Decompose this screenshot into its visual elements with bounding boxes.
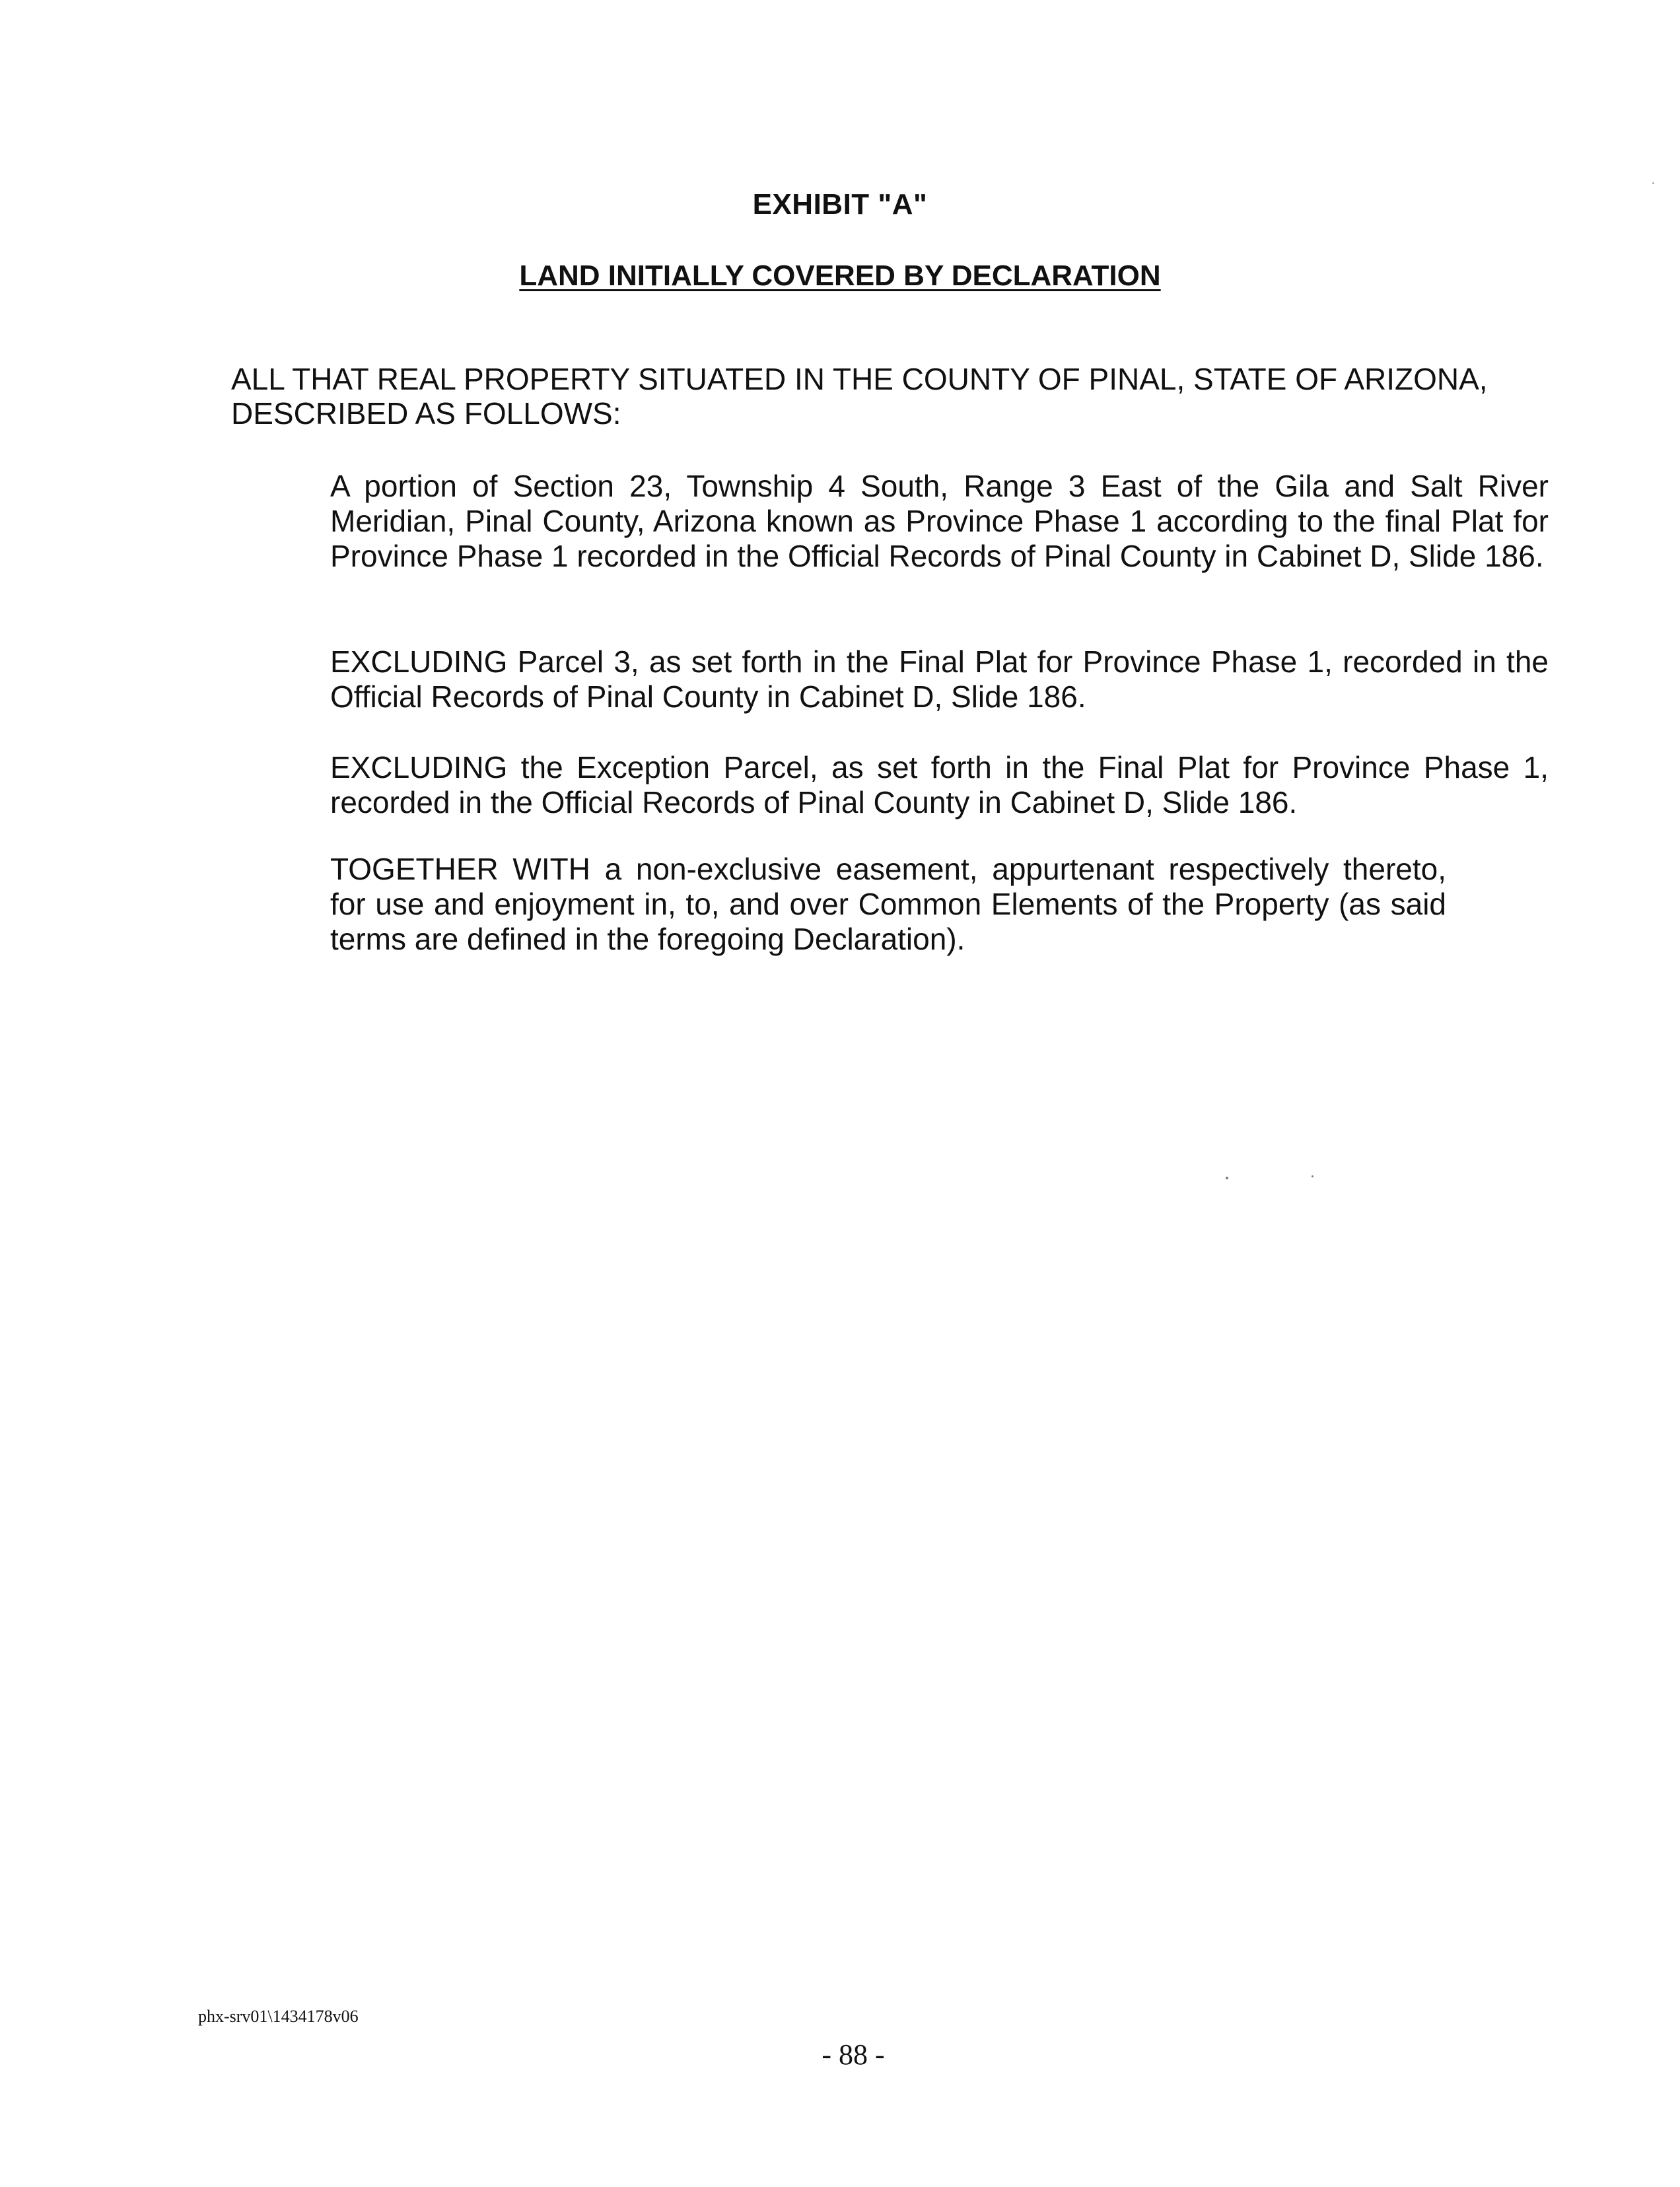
easement-paragraph: TOGETHER WITH a non-exclusive easement, appurtenant respectively thereto, for use and enjoyment in, to, and over Common Elements of the Property (as said terms are defined in the foregoing Declaration). <box>330 852 1446 956</box>
section-heading: LAND INITIALLY COVERED BY DECLARATION <box>519 260 1161 292</box>
scan-speck <box>1226 1177 1228 1179</box>
scan-speck <box>1312 1175 1313 1177</box>
intro-paragraph: ALL THAT REAL PROPERTY SITUATED IN THE COUNTY OF PINAL, STATE OF ARIZONA, DESCRIBED AS FOLLOWS: <box>231 362 1488 431</box>
exclusion-paragraph-parcel-3: EXCLUDING Parcel 3, as set forth in the Final Plat for Province Phase 1, recorded in the Official Records of Pinal County in Cabinet D, Slide 186. <box>330 644 1549 714</box>
exhibit-title: EXHIBIT "A" <box>752 188 928 221</box>
page-number: - 88 - <box>822 2038 885 2071</box>
scan-speck <box>1652 182 1654 184</box>
document-id: phx-srv01\1434178v06 <box>198 2007 359 2026</box>
exclusion-paragraph-exception-parcel: EXCLUDING the Exception Parcel, as set forth in the Final Plat for Province Phase 1, recorded in the Official Records of Pinal County in Cabinet D, Slide 186. <box>330 750 1549 819</box>
legal-description-paragraph: A portion of Section 23, Township 4 South, Range 3 East of the Gila and Salt River Meridian, Pinal County, Arizona known as Province Phase 1 according to the final Plat for Province Phase 1 recorded in the Official Records of Pinal County in Cabinet D, Slide 186. <box>330 469 1549 573</box>
